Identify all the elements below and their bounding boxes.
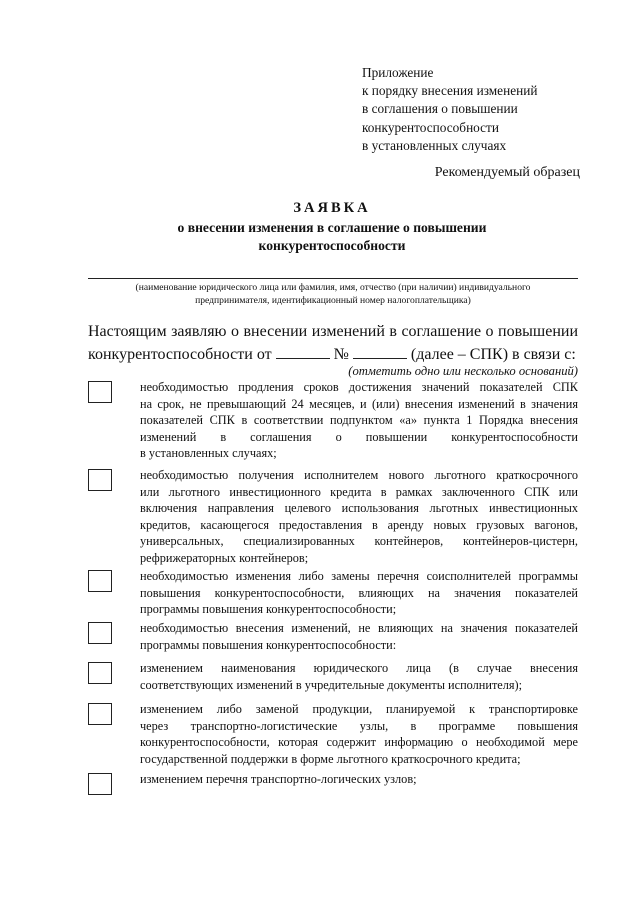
- appendix-line: Приложение: [362, 65, 434, 80]
- option-line: программы повышения конкурентоспособности;: [140, 602, 397, 617]
- option-line: показателей СПК в соответствии подпунктом «а» пункта 1 Порядка внесения: [140, 413, 578, 428]
- option-text: [140, 660, 578, 693]
- appendix-line: в установленных случаях: [362, 137, 507, 153]
- subtitle-line: о внесении изменения в соглашение о повышении: [177, 220, 487, 235]
- option-line: изменением либо заменой продукции, планируемой к транспортировке: [140, 702, 578, 716]
- subtitle-line: конкурентоспособности: [258, 237, 406, 253]
- intro-line: Настоящим заявляю о внесении изменений в соглашение о повышении: [88, 323, 578, 340]
- sample-label: Рекомендуемый образец: [434, 165, 580, 180]
- appendix-line: в соглашения о повышении: [362, 101, 518, 117]
- option-line: изменений в соглашения о повышении конкурентоспособности: [140, 429, 578, 444]
- option-line: кредитов, касающегося предоставления в аренду новых грузовых вагонов,: [140, 517, 578, 532]
- option-line: включения направления целевого использования льготных инвестиционных: [140, 501, 578, 516]
- intro-line: [88, 343, 578, 366]
- option-line: универсальных, специализированных контейнеров, контейнеров-цистерн,: [140, 534, 578, 549]
- intro-text: №: [333, 346, 349, 363]
- option-text: [140, 771, 578, 788]
- option-line: необходимостью изменения либо замены перечня соисполнителей программы: [140, 569, 578, 583]
- intro-text: (далее – СПК) в связи с:: [410, 346, 576, 363]
- option-checkbox[interactable]: [88, 773, 112, 795]
- option-checkbox[interactable]: [88, 381, 112, 403]
- option-line: необходимостью получения исполнителем нового льготного краткосрочного: [140, 468, 578, 482]
- applicant-name-line[interactable]: [88, 278, 578, 279]
- option-line: государственной поддержки в форме льготного краткосрочного кредита;: [140, 751, 521, 766]
- option-text: [140, 379, 578, 462]
- document-subtitle: [0, 219, 640, 254]
- caption-line: (наименование юридического лица или фамилия, имя, отчество (при наличии) индивидуального: [135, 282, 531, 293]
- option-checkbox[interactable]: [88, 570, 112, 592]
- option-checkbox[interactable]: [88, 622, 112, 644]
- option-text: [140, 701, 578, 767]
- agreement-number-blank[interactable]: [353, 346, 407, 359]
- intro-text: конкурентоспособности от: [88, 346, 272, 363]
- option-line: необходимостью внесения изменений, не влияющих на значения показателей: [140, 621, 578, 635]
- option-line: соответствующих изменений в учредительные документы исполнителя);: [140, 677, 523, 692]
- appendix-block: [362, 64, 612, 155]
- option-line: через транспортно-логистические узлы, в программе повышения: [140, 718, 578, 733]
- caption-line: предпринимателя, идентификационный номер налогоплательщика): [195, 294, 471, 306]
- option-line: рефрижераторных контейнеров;: [140, 550, 309, 565]
- option-line: изменением наименования юридического лица (в случае внесения: [140, 661, 578, 675]
- appendix-line: к порядку внесения изменений: [362, 83, 538, 99]
- option-line: в установленных случаях;: [140, 446, 277, 461]
- option-text: [140, 467, 578, 567]
- option-text: [140, 620, 578, 653]
- option-line: на срок, не превышающий 24 месяцев, и (или) внесения изменений в значения: [140, 396, 578, 411]
- option-checkbox[interactable]: [88, 469, 112, 491]
- selection-hint: (отметить одно или несколько оснований): [348, 364, 578, 378]
- option-line: или льготного инвестиционного кредита в рамках заключенного СПК или: [140, 484, 578, 499]
- intro-paragraph: [88, 320, 578, 366]
- option-line: программы повышения конкурентоспособности:: [140, 637, 397, 652]
- option-checkbox[interactable]: [88, 662, 112, 684]
- appendix-line: конкурентоспособности: [362, 119, 499, 135]
- document-title: ЗАЯВКА: [293, 200, 371, 216]
- option-text: [140, 568, 578, 618]
- option-line: повышения конкурентоспособности, влияющих на значения показателей: [140, 585, 578, 600]
- option-line: необходимостью продления сроков достижения значений показателей СПК: [140, 380, 578, 394]
- option-line: конкурентоспособности, которая содержит информацию о необходимой мере: [140, 735, 578, 750]
- applicant-caption: [88, 282, 578, 307]
- option-line: изменением перечня транспортно-логических узлов;: [140, 772, 417, 786]
- option-checkbox[interactable]: [88, 703, 112, 725]
- agreement-date-blank[interactable]: [276, 346, 330, 359]
